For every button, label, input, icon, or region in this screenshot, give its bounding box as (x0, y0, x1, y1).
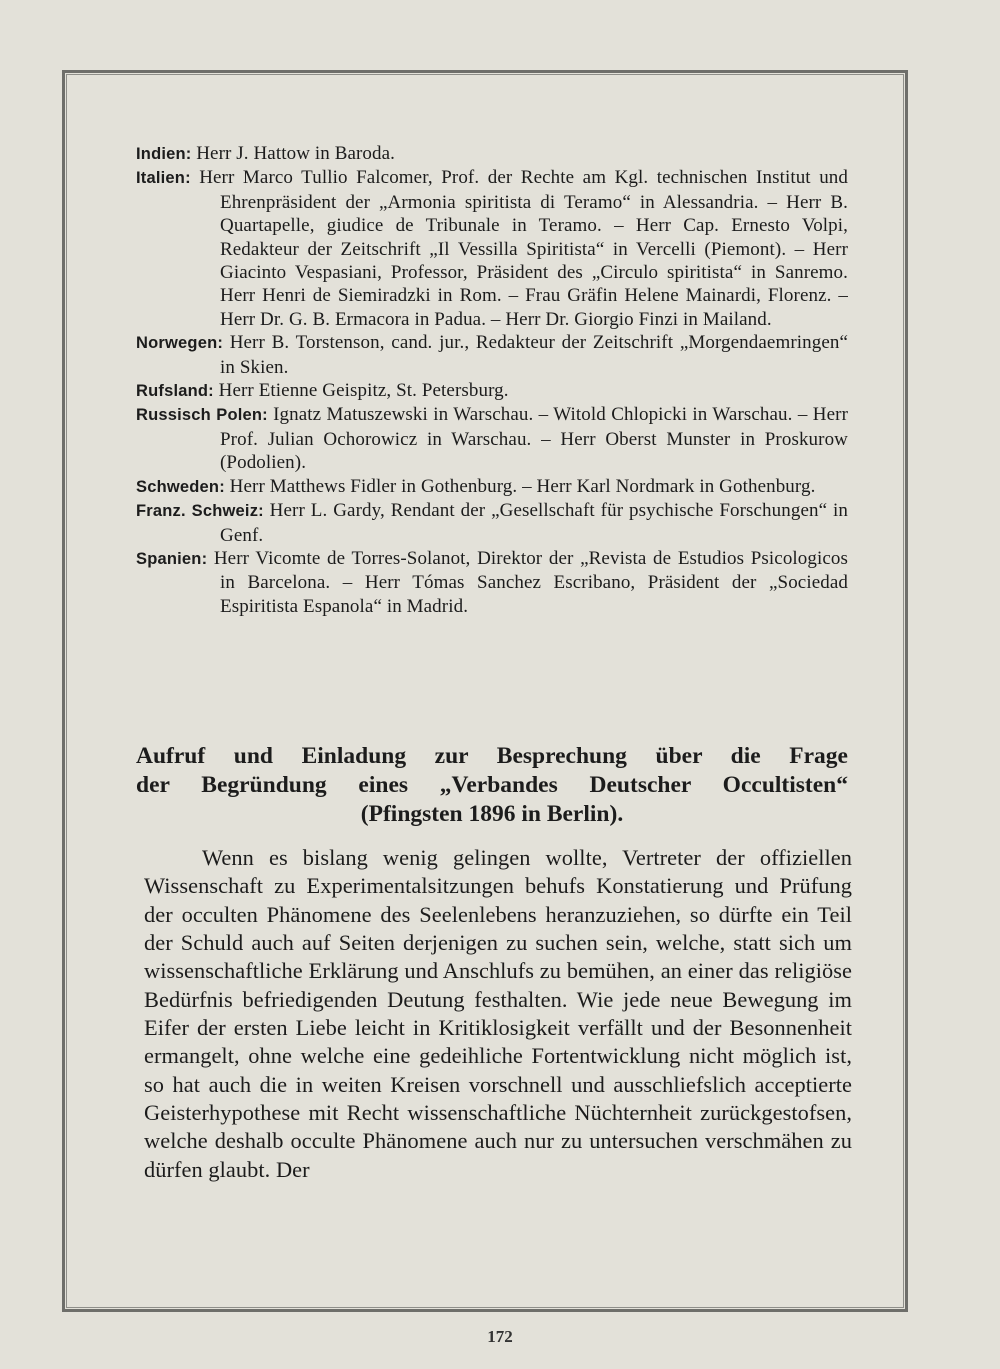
member-entry-russisch-polen (136, 403, 848, 474)
country-label: Rufsland: (136, 382, 214, 401)
member-text: Herr B. Torstenson, cand. jur., Redakteur der Zeitschrift „Morgendaemringen“ in Skien. (220, 332, 848, 378)
member-text: Herr Marco Tullio Falcomer, Prof. der Rechte am Kgl. technischen Institut und Ehrenpräsident der „Armonia spiritista di Teramo“ in Alessandria. – Herr B. Quartapelle, giudice de Tribunale in Teramo. – Herr Cap. Ernesto Volpi, Redakteur der Zeitschrift „Il Vessilla Spiritista“ in Vercelli (Piemont). – Herr Giacinto Vespasiani, Professor, Präsident des „Circulo spiritista“ in Sanremo. Herr Henri de Siemiradzki in Rom. – Frau Gräfin Helene Mainardi, Florenz. – Herr Dr. G. B. Ermacora in Padua. – Herr Dr. Giorgio Finzi in Mailand. (199, 167, 849, 330)
member-text: Ignatz Matuszewski in Warschau. – Witold Chlopicki in Warschau. – Herr Prof. Julian Ochorowicz in Warschau. – Herr Oberst Munster in Proskurow (Podolien). (220, 404, 848, 474)
member-entry-spanien (136, 547, 848, 618)
member-entry-italien (136, 166, 848, 331)
member-text: Herr L. Gardy, Rendant der „Gesellschaft für psychische Forschungen“ in Genf. (220, 500, 848, 546)
heading-line-1: Aufruf und Einladung zur Besprechung über die Frage (136, 743, 848, 769)
body-paragraph: Wenn es bislang wenig gelingen wollte, Vertreter der offiziellen Wissenschaft zu Experimentalsitzungen behufs Konstatierung und Prüfung der occulten Phänomene des Seelenlebens heranzuziehen, so dürfte ein Teil der Schuld auch auf Seiten derjenigen zu suchen sein, welche, statt sich um wissenschaftliche Erklärung und Anschlufs zu bemühen, an einer das religiöse Bedürfnis befriedigenden Deutung festhalten. Wie jede neue Bewegung im Eifer der ersten Liebe leicht in Kritiklosigkeit verfällt und der Besonnenheit ermangelt, ohne welche eine gedeihliche Fortentwicklung nicht möglich ist, so hat auch die in weiten Kreisen vorschnell und ausschliefslich acceptierte Geisterhypothese mit Recht wissenschaftliche Nüchternheit zurückgestofsen, welche deshalb occulte Phänomene auch nur zu untersuchen verschmähen zu dürfen glaubt. Der (144, 845, 852, 1182)
country-label: Franz. Schweiz: (136, 502, 264, 521)
country-label: Indien: (136, 145, 192, 163)
country-label: Schweden: (136, 477, 225, 496)
heading-line-2: der Begründung eines „Verbandes Deutscher Occultisten“ (136, 772, 848, 798)
heading-line-3: (Pfingsten 1896 in Berlin). (360, 801, 624, 827)
section-heading (136, 742, 848, 829)
page-number: 172 (487, 1327, 513, 1346)
member-text: Herr Matthews Fidler in Gothenburg. – Herr Karl Nordmark in Gothenburg. (229, 475, 816, 497)
member-text: Herr Etienne Geispitz, St. Petersburg. (218, 380, 509, 402)
country-label: Spanien: (136, 549, 208, 568)
member-entry-russland (136, 379, 848, 403)
member-text: Herr Vicomte de Torres-Solanot, Direktor der „Revista de Estudios Psicologicos in Barcelona. – Herr Tómas Sanchez Escribano, Präsident der „Sociedad Espiritista Espanola“ in Madrid. (213, 547, 849, 617)
country-label: Russisch Polen: (136, 406, 268, 425)
country-label: Norwegen: (136, 334, 224, 353)
member-text: Herr J. Hattow in Baroda. (196, 143, 396, 164)
country-label: Italien: (136, 169, 191, 188)
member-entry-franz-schweiz (136, 499, 848, 547)
member-entry-norwegen (136, 331, 848, 379)
member-entry-schweden (136, 475, 848, 499)
member-list (136, 142, 848, 618)
member-entry-indien (136, 142, 848, 166)
